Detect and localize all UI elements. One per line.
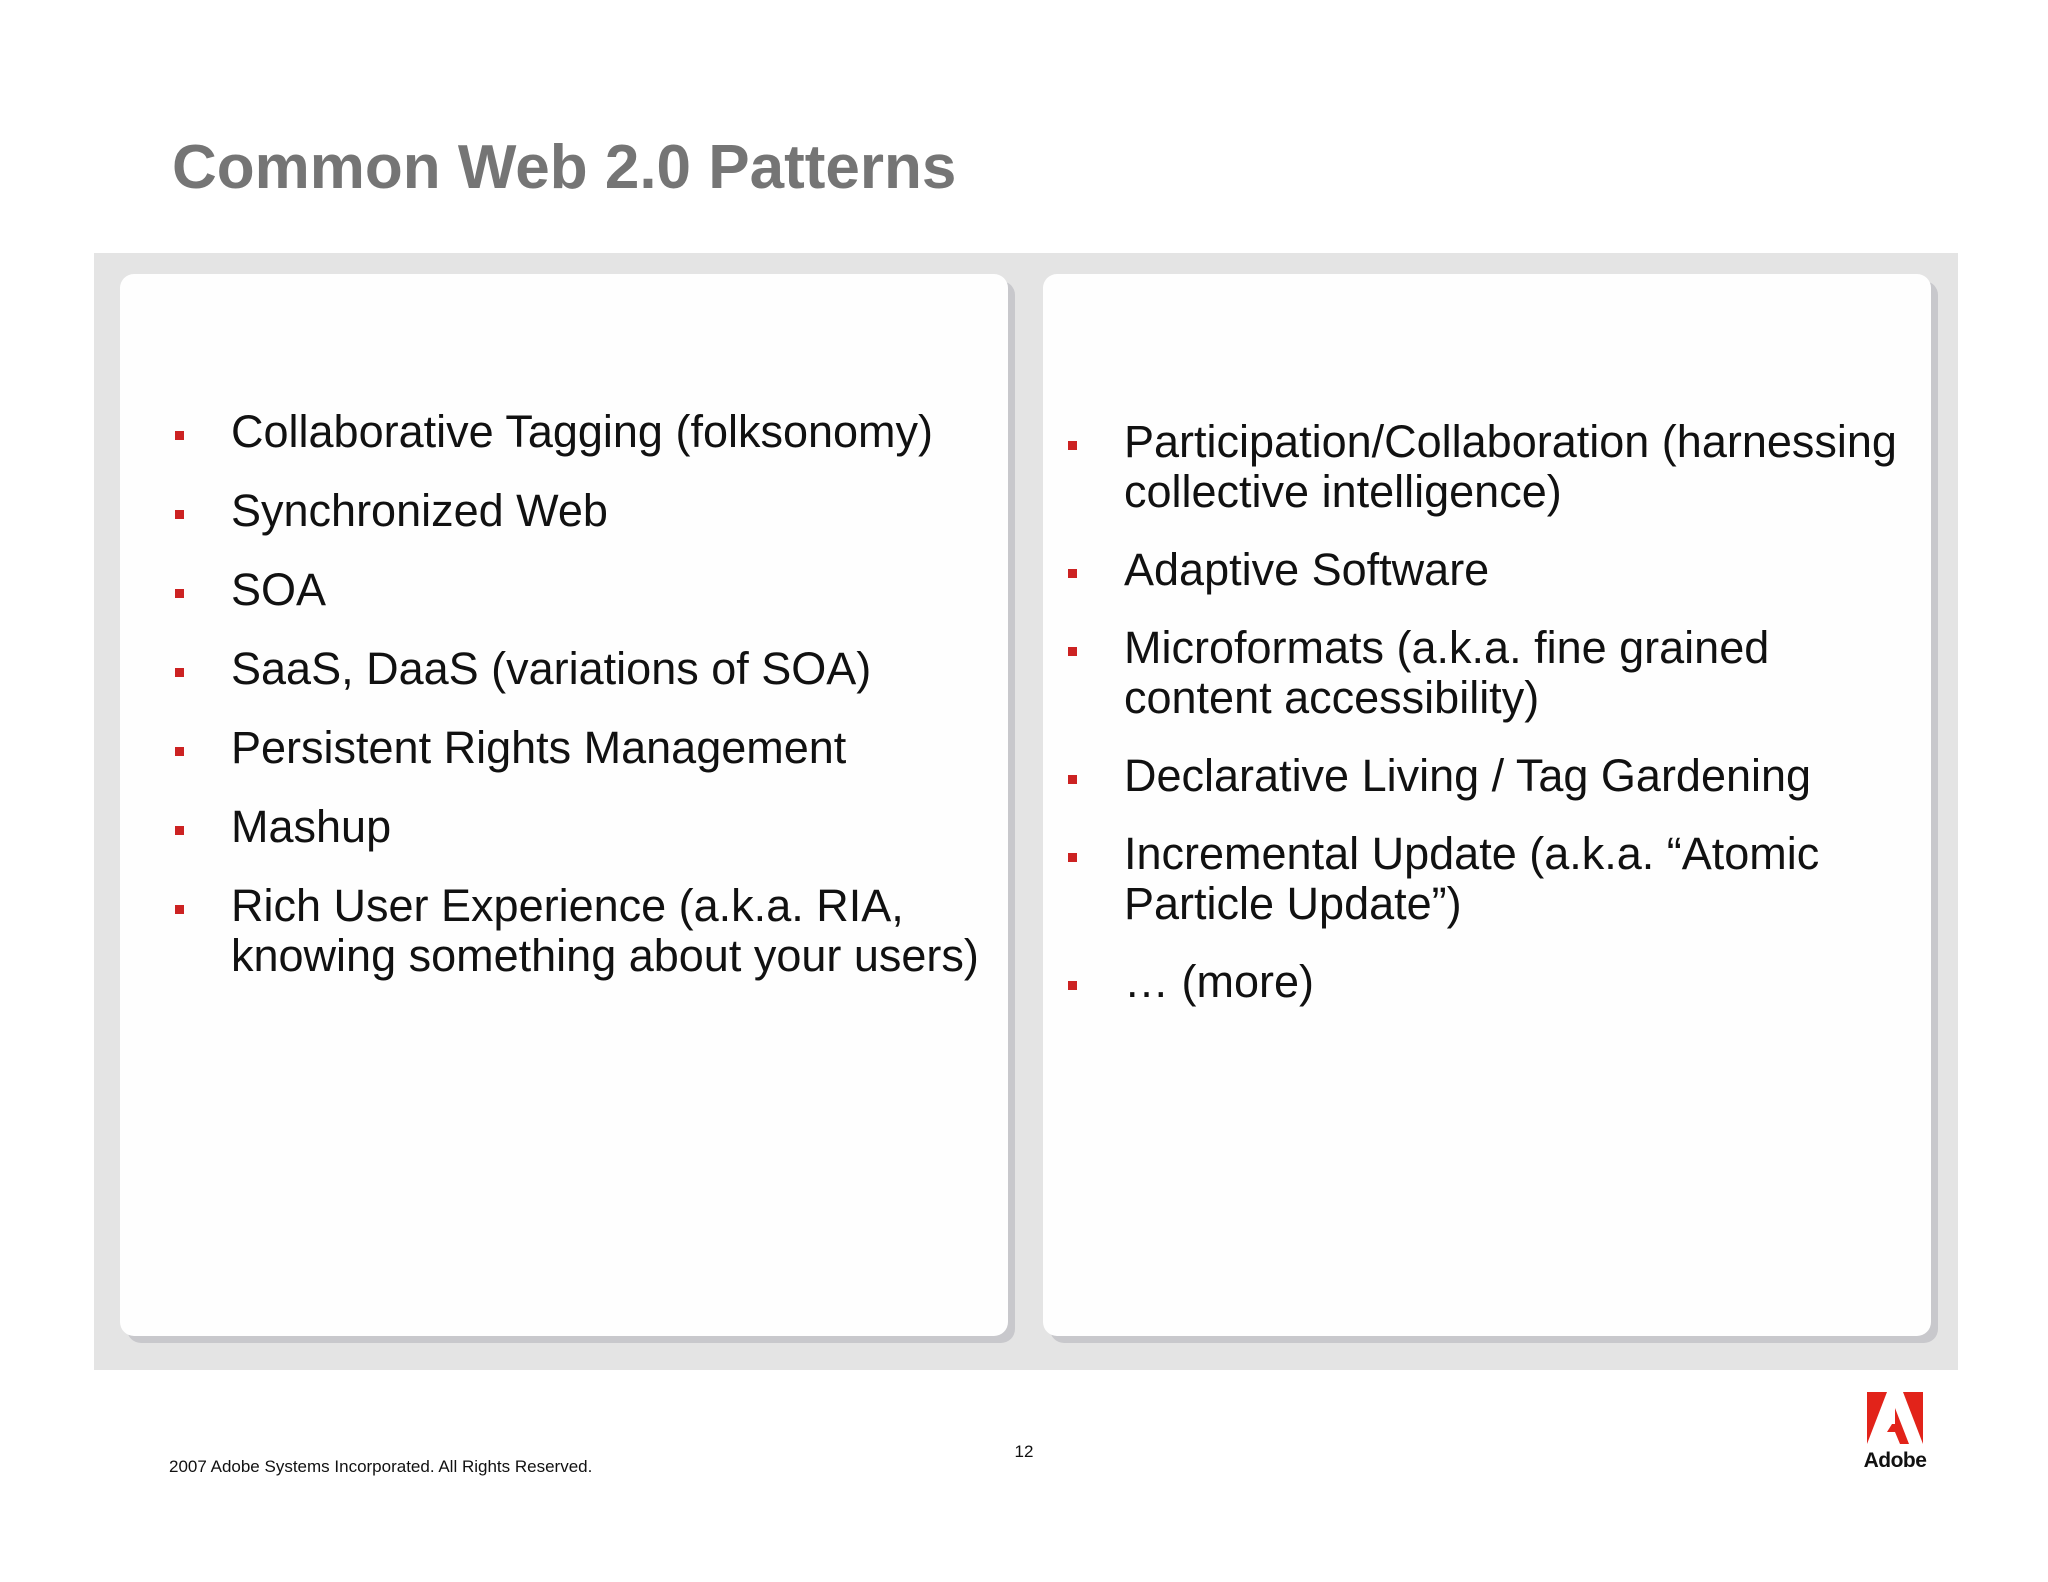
adobe-logo-icon: [1867, 1392, 1923, 1444]
bullet-text: Incremental Update (a.k.a. “Atomic Particle Update”): [1124, 828, 1820, 929]
bullet-text: Mashup: [231, 801, 392, 852]
square-bullet-icon: [175, 826, 184, 835]
square-bullet-icon: [175, 510, 184, 519]
square-bullet-icon: [1068, 981, 1077, 990]
left-bullet-item: [175, 486, 995, 536]
bullet-text: Persistent Rights Management: [231, 722, 847, 773]
right-bullet-list: [1068, 417, 1918, 1007]
square-bullet-icon: [1068, 569, 1077, 578]
slide-title: Common Web 2.0 Patterns: [172, 133, 957, 202]
right-bullet-item: [1068, 417, 1918, 517]
footer-copyright: 2007 Adobe Systems Incorporated. All Rights Reserved.: [169, 1457, 593, 1476]
square-bullet-icon: [1068, 775, 1077, 784]
bullet-text: Rich User Experience (a.k.a. RIA, knowing something about your users): [231, 880, 979, 981]
right-bullet-item: [1068, 957, 1918, 1007]
square-bullet-icon: [175, 747, 184, 756]
square-bullet-icon: [1068, 647, 1077, 656]
left-bullet-item: [175, 565, 995, 615]
bullet-text: SaaS, DaaS (variations of SOA): [231, 643, 872, 694]
left-panel: [120, 274, 1008, 1336]
square-bullet-icon: [175, 589, 184, 598]
left-bullet-item: [175, 881, 995, 981]
bullet-text: Adaptive Software: [1124, 544, 1490, 595]
bullet-text: Collaborative Tagging (folksonomy): [231, 406, 934, 457]
bullet-text: Participation/Collaboration (harnessing collective intelligence): [1124, 416, 1897, 517]
adobe-logo: [1863, 1392, 1927, 1478]
right-bullet-item: [1068, 623, 1918, 723]
square-bullet-icon: [175, 905, 184, 914]
bullet-text: SOA: [231, 564, 327, 615]
adobe-logo-wordmark: Adobe: [1863, 1449, 1927, 1472]
square-bullet-icon: [175, 431, 184, 440]
right-panel: [1043, 274, 1931, 1336]
square-bullet-icon: [1068, 853, 1077, 862]
square-bullet-icon: [175, 668, 184, 677]
right-bullet-item: [1068, 751, 1918, 801]
page-number: 12: [1014, 1442, 1034, 1461]
left-bullet-list: [175, 407, 995, 981]
left-bullet-item: [175, 407, 995, 457]
bullet-text: Synchronized Web: [231, 485, 608, 536]
left-bullet-item: [175, 644, 995, 694]
left-bullet-item: [175, 723, 995, 773]
bullet-text: Microformats (a.k.a. fine grained content accessibility): [1124, 622, 1770, 723]
right-bullet-item: [1068, 829, 1918, 929]
left-bullet-item: [175, 802, 995, 852]
right-bullet-item: [1068, 545, 1918, 595]
svg-text:®: ®: [1917, 1394, 1921, 1400]
square-bullet-icon: [1068, 441, 1077, 450]
bullet-text: … (more): [1124, 956, 1314, 1007]
bullet-text: Declarative Living / Tag Gardening: [1124, 750, 1812, 801]
